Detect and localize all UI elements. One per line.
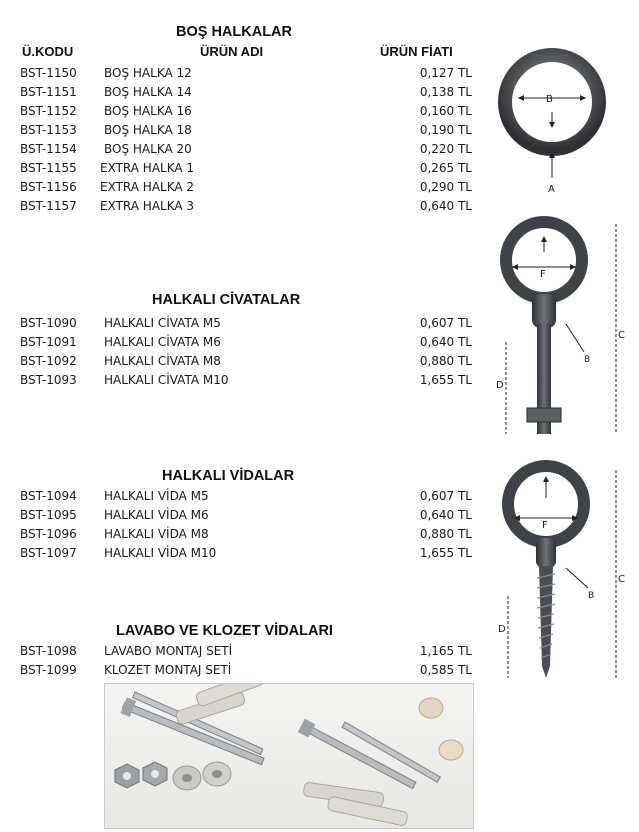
table-row xyxy=(0,161,480,180)
product-code: BST-1099 xyxy=(20,663,77,677)
product-code: BST-1097 xyxy=(20,546,77,560)
bolt-nut xyxy=(527,408,561,422)
product-name: HALKALI CİVATA M6 xyxy=(104,335,221,349)
product-price: 0,138 TL xyxy=(419,85,472,99)
product-price: 0,880 TL xyxy=(419,354,472,368)
ring-diagram xyxy=(488,40,618,210)
product-code: BST-1150 xyxy=(20,66,77,80)
table-row xyxy=(0,316,480,335)
table-row xyxy=(0,335,480,354)
product-name: BOŞ HALKA 18 xyxy=(104,123,192,137)
bolt-collar xyxy=(532,294,556,328)
bolt-eye xyxy=(506,222,582,298)
product-price: 0,607 TL xyxy=(419,316,472,330)
product-name: HALKALI VİDA M5 xyxy=(104,489,209,503)
label-f: F xyxy=(542,520,548,531)
product-code: BST-1093 xyxy=(20,373,77,387)
label-c: C xyxy=(618,574,625,585)
table-row xyxy=(0,508,480,527)
product-code: BST-1092 xyxy=(20,354,77,368)
product-code: BST-1091 xyxy=(20,335,77,349)
product-price: 0,290 TL xyxy=(419,180,472,194)
product-name: HALKALI CİVATA M5 xyxy=(104,316,221,330)
section-title-bos-halkalar: BOŞ HALKALAR xyxy=(176,24,292,40)
eye-bolt-diagram xyxy=(484,212,634,450)
table-row xyxy=(0,66,480,85)
column-header-price: ÜRÜN FİATI xyxy=(380,44,453,59)
product-price: 0,640 TL xyxy=(419,199,472,213)
product-price: 0,585 TL xyxy=(419,663,472,677)
column-header-name: ÜRÜN ADI xyxy=(200,44,264,59)
product-name: BOŞ HALKA 20 xyxy=(104,142,192,156)
table-row xyxy=(0,489,480,508)
table-row xyxy=(0,123,480,142)
product-name: BOŞ HALKA 12 xyxy=(104,66,192,80)
label-c: C xyxy=(618,330,625,341)
table-row xyxy=(0,85,480,104)
label-b: B xyxy=(546,94,553,105)
product-price: 0,160 TL xyxy=(419,104,472,118)
product-name: KLOZET MONTAJ SETİ xyxy=(104,663,232,677)
product-price: 0,265 TL xyxy=(419,161,472,175)
product-code: BST-1154 xyxy=(20,142,77,156)
table-row xyxy=(0,199,480,218)
product-price: 0,640 TL xyxy=(419,508,472,522)
product-price: 0,127 TL xyxy=(419,66,472,80)
product-code: BST-1098 xyxy=(20,644,77,658)
mounting-set-illustration xyxy=(105,684,473,828)
product-name: BOŞ HALKA 16 xyxy=(104,104,192,118)
product-price: 0,607 TL xyxy=(419,489,472,503)
label-b: B xyxy=(588,591,595,601)
label-a: A xyxy=(548,184,555,195)
product-code: BST-1156 xyxy=(20,180,77,194)
product-price: 0,190 TL xyxy=(419,123,472,137)
mounting-set-photo xyxy=(104,683,474,829)
product-code: BST-1151 xyxy=(20,85,77,99)
product-code: BST-1094 xyxy=(20,489,77,503)
column-header-code: Ü.KODU xyxy=(22,44,74,59)
product-code: BST-1090 xyxy=(20,316,77,330)
section-title-halkali-civatalar: HALKALI CİVATALAR xyxy=(152,292,301,308)
product-name: BOŞ HALKA 14 xyxy=(104,85,192,99)
product-price: 0,880 TL xyxy=(419,527,472,541)
table-row xyxy=(0,142,480,161)
product-name: EXTRA HALKA 3 xyxy=(100,199,195,213)
product-code: BST-1155 xyxy=(20,161,77,175)
product-name: HALKALI VİDA M10 xyxy=(104,546,217,560)
product-name: LAVABO MONTAJ SETİ xyxy=(104,644,233,658)
product-code: BST-1153 xyxy=(20,123,77,137)
product-name: HALKALI CİVATA M8 xyxy=(104,354,221,368)
product-price: 1,165 TL xyxy=(419,644,472,658)
label-f: F xyxy=(540,269,546,280)
table-row xyxy=(0,644,480,663)
product-code: BST-1157 xyxy=(20,199,77,213)
table-row xyxy=(0,546,480,565)
table-row xyxy=(0,104,480,123)
section-title-halkali-vidalar: HALKALI VİDALAR xyxy=(162,468,295,484)
product-code: BST-1152 xyxy=(20,104,77,118)
product-price: 1,655 TL xyxy=(419,546,472,560)
product-price: 0,220 TL xyxy=(419,142,472,156)
label-d: D xyxy=(498,624,506,635)
product-name: EXTRA HALKA 1 xyxy=(100,161,195,175)
table-row xyxy=(0,663,480,682)
section-title-lavabo-klozet: LAVABO VE KLOZET VİDALARI xyxy=(116,623,333,639)
table-row xyxy=(0,373,480,392)
product-price: 1,655 TL xyxy=(419,373,472,387)
table-row xyxy=(0,180,480,199)
eye-screw-diagram xyxy=(484,456,634,688)
label-d: D xyxy=(496,380,504,391)
product-name: HALKALI VİDA M8 xyxy=(104,527,209,541)
table-row xyxy=(0,527,480,546)
product-name: HALKALI VİDA M6 xyxy=(104,508,209,522)
label-b: B xyxy=(584,355,591,365)
product-name: EXTRA HALKA 2 xyxy=(100,180,195,194)
screw-shaft xyxy=(539,566,553,678)
product-price: 0,640 TL xyxy=(419,335,472,349)
product-name: HALKALI CİVATA M10 xyxy=(104,373,229,387)
product-code: BST-1095 xyxy=(20,508,77,522)
product-code: BST-1096 xyxy=(20,527,77,541)
screw-collar xyxy=(536,538,556,568)
table-row xyxy=(0,354,480,373)
